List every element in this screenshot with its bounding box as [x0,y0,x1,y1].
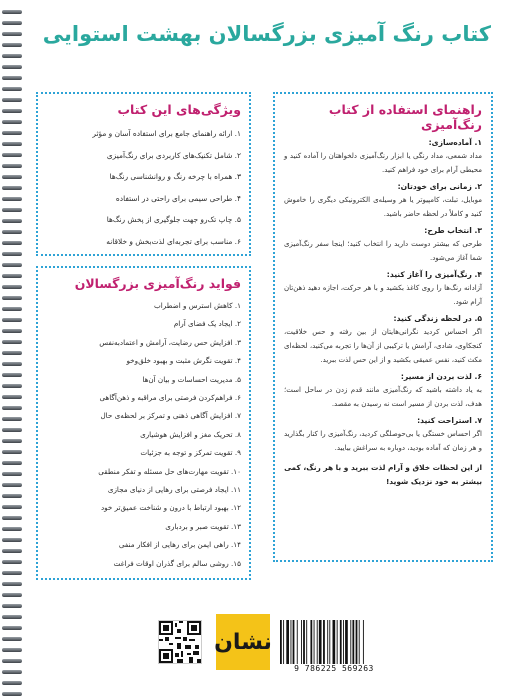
guide-step-text: موبایل، تبلت، کامپیوتر یا هر وسیله‌ی الکترونیکی دیگری را خاموش کنید و کاملاً در لحظه حاضر باشید. [284,196,482,218]
spiral-ring [2,417,22,421]
guide-step-title: ۷. استراحت کنید: [417,416,482,425]
spiral-ring [2,197,22,201]
guide-step-text: آزادانه رنگ‌ها را روی کاغذ بکشید و با هر حرکت، اجازه دهید ذهن‌تان آرام شود. [284,284,482,306]
barcode-bar [350,620,351,664]
spiral-ring [2,604,22,608]
spiral-ring [2,340,22,344]
guide-heading: راهنمای استفاده از کتاب رنگ‌آمیزی [328,102,482,132]
spiral-ring [2,450,22,454]
spiral-ring [2,219,22,223]
spiral-ring [2,538,22,542]
benefit-item: ۴. تقویت نگرش مثبت و بهبود خلق‌وخو [126,356,241,366]
spiral-ring [2,483,22,487]
spiral-ring [2,659,22,663]
spiral-ring [2,241,22,245]
barcode-bar [345,620,348,664]
barcode-bar [323,620,325,664]
spiral-ring [2,307,22,311]
guide-step-text: به یاد داشته باشید که رنگ‌آمیزی مانند قدم زدن در ساحل است؛ هدف، لذت بردن از مسیر است نه رسیدن به مقصد. [284,386,482,408]
spiral-ring [2,131,22,135]
guide-steps [284,138,482,455]
spiral-ring [2,692,22,696]
spiral-ring [2,626,22,630]
benefits-heading: فواید رنگ‌آمیزی بزرگسالان [74,276,241,291]
barcode-bar [293,620,295,664]
spiral-ring [2,571,22,575]
spiral-ring [2,637,22,641]
features-list [46,123,241,252]
benefit-item: ۱۲. بهبود ارتباط با درون و شناخت عمیق‌تر خود [100,503,241,513]
benefit-item: ۱۰. تقویت مهارت‌های حل مسئله و تفکر منطقی [98,466,241,476]
benefit-item: ۱۱. ایجاد فرصتی برای رهایی از دنیای مجازی [107,485,241,495]
guide-step-text: اگر احساس خستگی یا بی‌حوصلگی کردید، رنگ‌آمیزی را کنار بگذارید و هر زمان که آماده بودید، دوباره به سراغش بیایید. [284,430,482,452]
barcode-bar [352,620,354,664]
spiral-ring [2,549,22,553]
spiral-ring [2,65,22,69]
spiral-ring [2,329,22,333]
spiral-binding [0,0,24,700]
barcode-bar [329,620,330,664]
spiral-ring [2,670,22,674]
spiral-ring [2,230,22,234]
guide-step-title: ۵. در لحظه زندگی کنید: [393,314,482,323]
barcode-bar [314,620,315,664]
barcode-bar [319,620,322,664]
spiral-ring [2,32,22,36]
spiral-ring [2,252,22,256]
spiral-ring [2,461,22,465]
benefit-item: ۳. افزایش حس رضایت، آرامش و اعتماد‌به‌نفس [99,337,241,347]
spiral-ring [2,164,22,168]
guide-closing: از این لحظات خلاق و آرام لذت ببرید و با هر رنگ، کمی بیشتر به خود نزدیک شوید! [284,463,482,486]
spiral-ring [2,98,22,102]
back-cover-footer [158,620,390,682]
spiral-ring [2,296,22,300]
barcode-bar [340,620,342,664]
feature-item: ۶. مناسب برای تجربه‌ای لذت‌بخش و خلاقانه [106,236,241,246]
feature-item: ۱. ارائه راهنمای جامع برای استفاده آسان و مؤثر [92,129,241,138]
barcode-bar [333,620,336,664]
spiral-ring [2,505,22,509]
spiral-ring [2,21,22,25]
guide-step-text: طرحی که بیشتر دوست دارید را انتخاب کنید؛ اینجا سفر رنگ‌آمیزی شما آغاز می‌شود. [284,240,482,262]
features-box [36,92,251,256]
spiral-ring [2,560,22,564]
spiral-ring [2,648,22,652]
barcode-bar [337,620,338,664]
barcode-bar [286,620,289,664]
qr-code-icon [158,620,202,664]
page-title: کتاب رنگ آمیزی بزرگسالان بهشت استوایی [42,22,491,46]
benefit-item: ۱۳. تقویت صبر و بردباری [165,521,241,531]
guide-step-title: ۲. زمانی برای خودتان: [397,182,482,191]
spiral-ring [2,593,22,597]
spiral-ring [2,43,22,47]
spiral-ring [2,362,22,366]
barcode-bar [283,620,284,664]
spiral-ring [2,516,22,520]
publisher-logo-text: نشان [214,629,272,655]
publisher-logo [216,614,270,670]
feature-item: ۵. چاپ تک‌رو جهت جلوگیری از پخش رنگ‌ها [106,215,241,224]
spiral-ring [2,109,22,113]
barcode-bar [327,620,328,664]
barcode-bar [363,620,364,664]
barcode-bar [343,620,344,664]
barcode-bar [317,620,318,664]
benefit-item: ۲. ایجاد یک فضای آرام [173,319,241,329]
spiral-ring [2,208,22,212]
barcode-bar [280,620,282,664]
barcode-bar [356,620,358,664]
benefit-item: ۷. افزایش آگاهی ذهنی و تمرکز بر لحظه‌ی حال [100,411,241,421]
barcode-bar [310,620,312,664]
spiral-ring [2,285,22,289]
spiral-ring [2,351,22,355]
spiral-ring [2,120,22,124]
barcode-bar [301,620,302,664]
guide-step-text: مداد شمعی، مداد رنگی یا ابزار رنگ‌آمیزی دلخواهتان را آماده کنید و محیطی آرام برای خود فراهم کنید. [284,152,482,174]
spiral-ring [2,263,22,267]
benefit-item: ۸. تحریک مغز و افزایش هوشیاری [140,429,241,439]
guide-step-title: ۶. لذت بردن از مسیر: [400,372,482,381]
spiral-ring [2,395,22,399]
spiral-ring [2,681,22,685]
spiral-ring [2,175,22,179]
spiral-ring [2,318,22,322]
benefits-list [46,297,241,573]
benefit-item: ۹. تقویت تمرکز و توجه به جزئیات [140,448,241,458]
barcode-bar [303,620,305,664]
spiral-ring [2,615,22,619]
isbn-barcode [278,620,390,676]
spiral-ring [2,54,22,58]
spiral-ring [2,274,22,278]
spiral-ring [2,153,22,157]
features-heading: ویژگی‌های این کتاب [117,102,241,117]
spiral-ring [2,384,22,388]
spiral-ring [2,373,22,377]
barcode-bar [291,620,292,664]
spiral-ring [2,494,22,498]
spiral-ring [2,582,22,586]
feature-item: ۴. طراحی سیمی برای راحتی در استفاده [115,193,241,203]
feature-item: ۳. همراه با چرخه رنگ و روانشناسی رنگ‌ها [109,172,241,181]
spiral-ring [2,142,22,146]
spiral-ring [2,428,22,432]
benefit-item: ۵. مدیریت احساسات و بیان آن‌ها [142,374,241,384]
guide-box [273,92,493,562]
benefit-item: ۱. کاهش استرس و اضطراب [154,301,241,310]
spiral-ring [2,439,22,443]
spiral-ring [2,406,22,410]
benefit-item: ۶. فراهم‌کردن فرصتی برای مراقبه و ذهن‌آگاهی [99,393,241,403]
spiral-ring [2,76,22,80]
isbn-number: 9 786225 569263 [294,664,374,673]
guide-step-title: ۳. انتخاب طرح: [424,226,482,235]
guide-step-title: ۱. آماده‌سازی: [428,138,482,147]
spiral-ring [2,87,22,91]
barcode-bar [306,620,307,664]
barcode-bar [359,620,360,664]
spiral-ring [2,186,22,190]
guide-step-text: اگر احساس کردید نگرانی‌هایتان از بین رفته و حس خلاقیت، کنجکاوی، شادی، آرامش یا ترکیبی از آن‌ها را تجربه می‌کنید، لحظه‌ای مکث کنید، نفس عمیقی بکشید و از این حس لذت ببرید. [284,328,482,364]
feature-item: ۲. شامل تکنیک‌های کاربردی برای رنگ‌آمیزی [106,150,241,160]
barcode-bar [297,620,298,664]
spiral-ring [2,10,22,14]
spiral-ring [2,472,22,476]
spiral-ring [2,527,22,531]
benefit-item: ۱۵. روشی سالم برای گذران اوقات فراغت [113,558,241,568]
benefits-box [36,266,251,580]
benefit-item: ۱۴. راهی ایمن برای رهایی از افکار منفی [118,540,241,550]
guide-step-title: ۴. رنگ‌آمیزی را آغاز کنید: [386,270,482,279]
